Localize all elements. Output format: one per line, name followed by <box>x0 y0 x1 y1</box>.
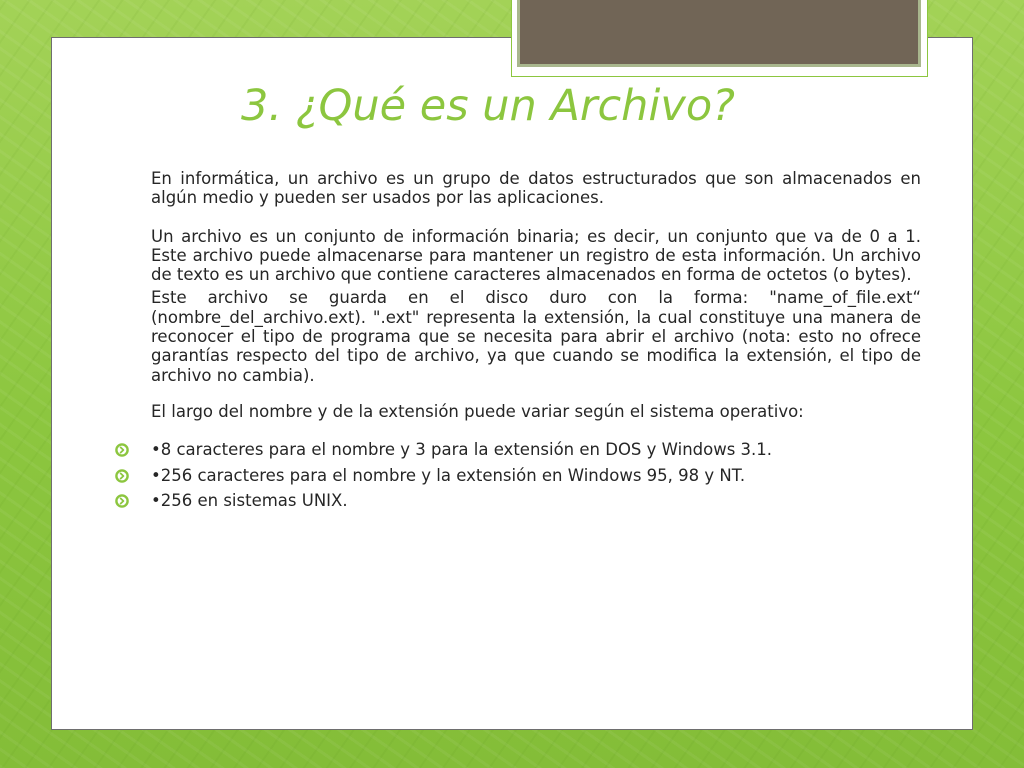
paragraph-binary: Un archivo es un conjunto de información binaria; es decir, un conjunto que va de 0 a 1. Este archivo puede almacenarse para mantener un registro de esta información. Un archivo de texto es un archivo que contiene caracteres almacenados en forma de octetos (o bytes). <box>151 226 921 285</box>
bullet-text: •256 caracteres para el nombre y la extensión en Windows 95, 98 y NT. <box>151 465 746 485</box>
slide-title: 3. ¿Qué es un Archivo? <box>241 81 735 131</box>
list-item <box>115 491 921 510</box>
slide-body <box>151 169 921 516</box>
list-item <box>115 466 921 485</box>
paragraph-extension: Este archivo se guarda en el disco duro con la forma: "name_of_file.ext“ (nombre_del_archivo.ext). ".ext" representa la extensión, la cual constituye una manera de reconocer el tipo de programa que se necesita para abrir el archivo (nota: esto no ofrece garantías respecto del tipo de archivo, ya que cuando se modifica la extensión, el tipo de archivo no cambia). <box>151 288 921 385</box>
bullet-text: •256 en sistemas UNIX. <box>151 490 348 510</box>
circle-arrow-right-icon <box>115 469 129 483</box>
paragraph-definition: En informática, un archivo es un grupo de datos estructurados que son almacenados en algún medio y pueden ser usados por las aplicaciones. <box>151 169 921 208</box>
paragraph-length: El largo del nombre y de la extensión puede variar según el sistema operativo: <box>151 401 804 421</box>
bullet-text: •8 caracteres para el nombre y 3 para la extensión en DOS y Windows 3.1. <box>151 440 773 460</box>
circle-arrow-right-icon <box>115 443 129 457</box>
bullet-list <box>115 440 921 510</box>
list-item <box>115 440 921 459</box>
decorative-tab <box>517 0 921 67</box>
circle-arrow-right-icon <box>115 494 129 508</box>
